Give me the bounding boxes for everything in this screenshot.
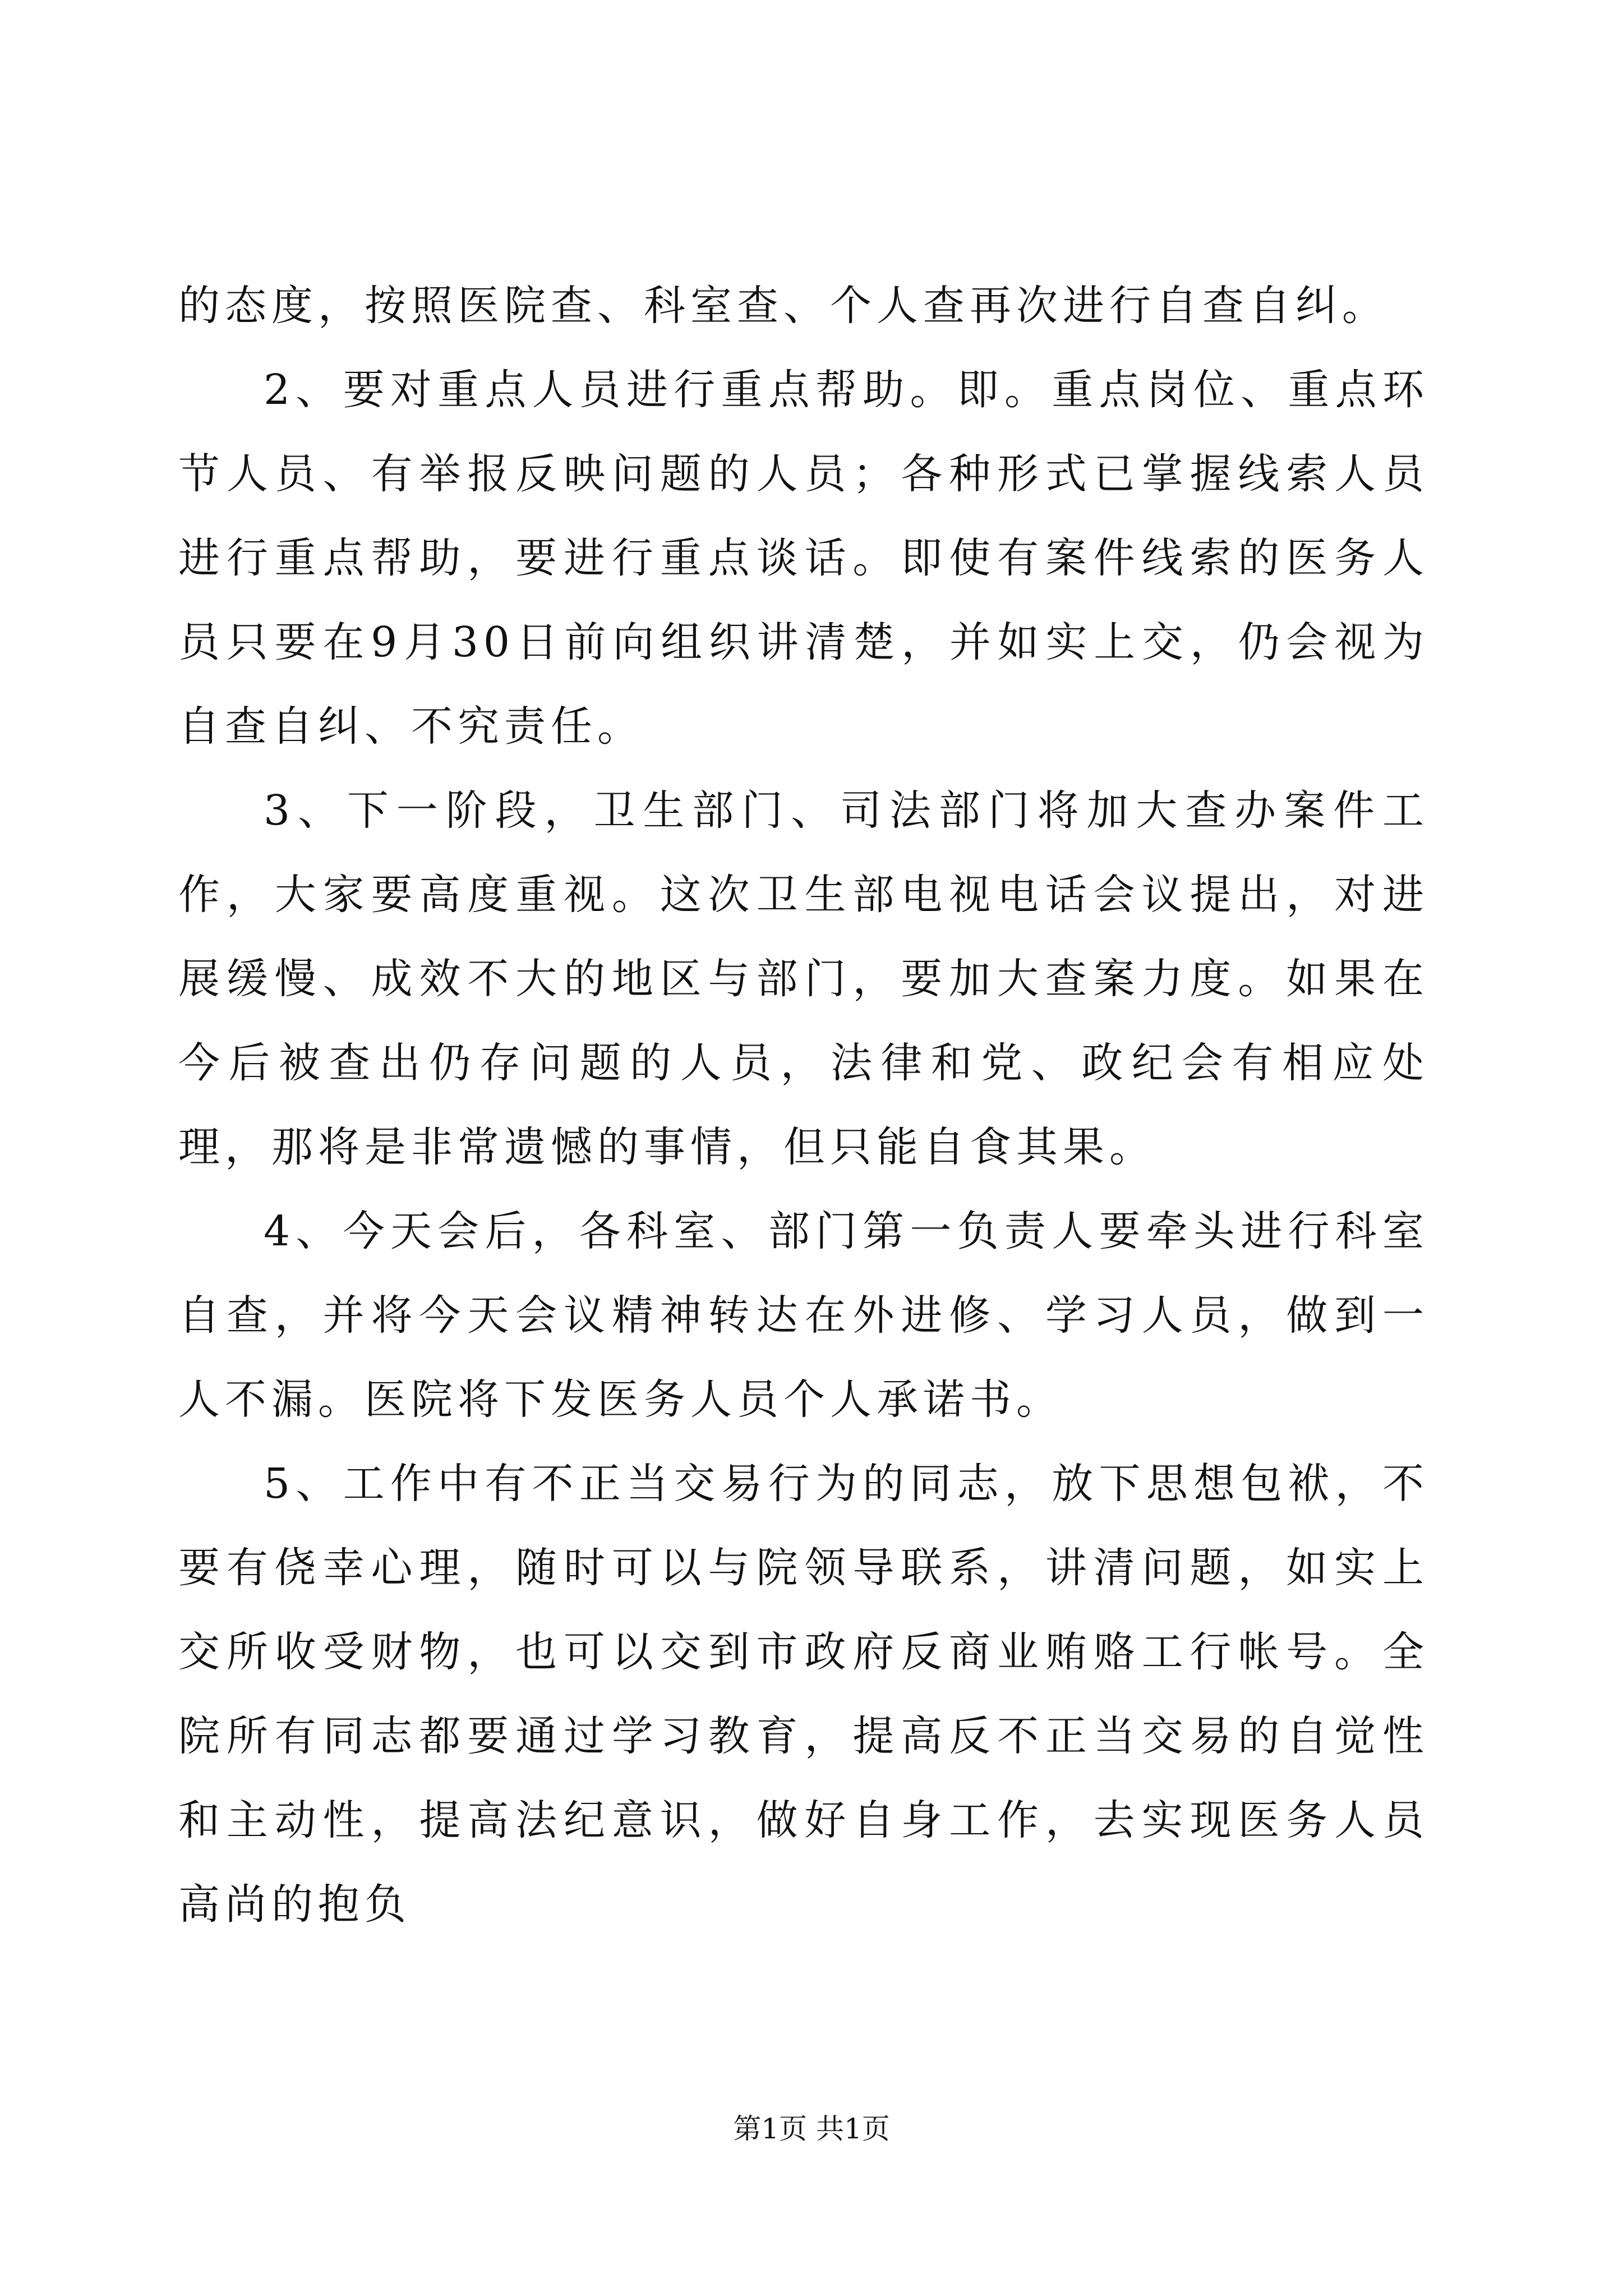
paragraph-item-5: 5、工作中有不正当交易行为的同志，放下思想包袱，不要有侥幸心理，随时可以与院领导联系，讲清问题，如实上交所收受财物，也可以交到市政府反商业贿赂工行帐号。全院所有同志都要通过学习教育，提高反不正当交易的自觉性和主动性，提高法纪意识，做好自身工作，去实现医务人员高尚的抱负	[178, 1460, 1429, 1929]
paragraph-item-2: 2、要对重点人员进行重点帮助。即。重点岗位、重点环节人员、有举报反映问题的人员；各种形式已掌握线索人员进行重点帮助，要进行重点谈话。即使有案件线索的医务人员只要在9月30日前向组织讲清楚，并如实上交，仍会视为自查自纠、不究责任。	[178, 366, 1429, 751]
paragraph-item-4: 4、今天会后，各科室、部门第一负责人要牵头进行科室自查，并将今天会议精神转达在外进修、学习人员，做到一人不漏。医院将下发医务人员个人承诺书。	[178, 1207, 1429, 1424]
paragraph-continuation: 的态度，按照医院查、科室查、个人查再次进行自查自纠。	[178, 282, 1389, 330]
page-footer: 第1页 共1页	[733, 2113, 890, 2145]
document-body	[178, 264, 1429, 1947]
paragraph-item-3: 3、下一阶段，卫生部门、司法部门将加大查办案件工作，大家要高度重视。这次卫生部电视电话会议提出，对进展缓慢、成效不大的地区与部门，要加大查案力度。如果在今后被查出仍存问题的人员，法律和党、政纪会有相应处理，那将是非常遗憾的事情，但只能自食其果。	[178, 786, 1429, 1171]
